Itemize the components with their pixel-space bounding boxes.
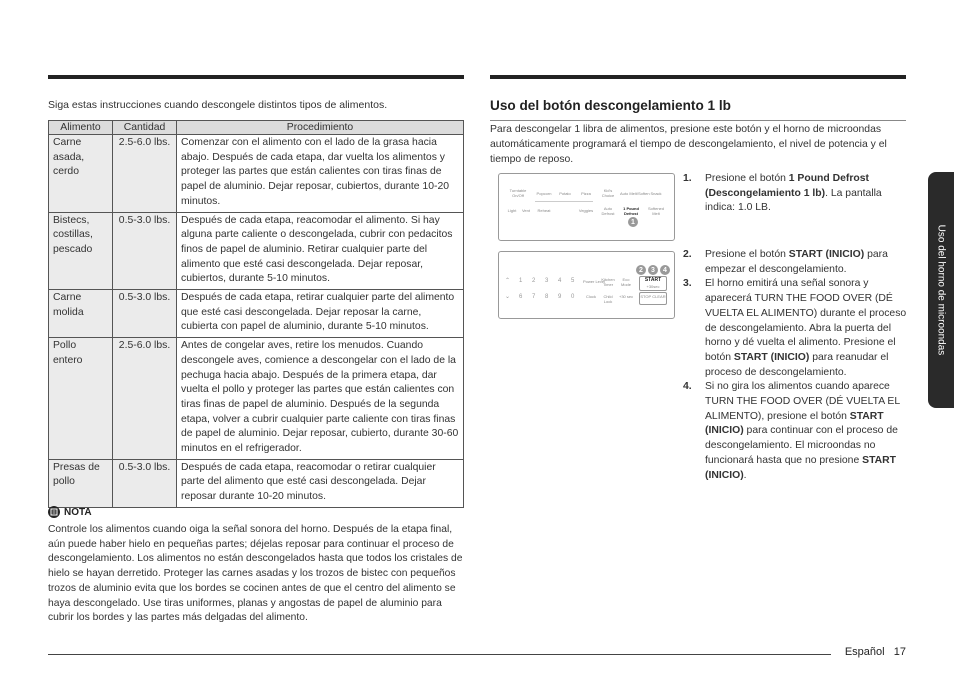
start-key-frame [639,276,667,291]
header-quantity: Cantidad [113,121,177,135]
footer [845,646,906,658]
step-number: 4. [683,381,692,393]
step-item [683,248,907,277]
panel-label: Veggies [578,208,594,213]
panel-label: Reheat [537,208,551,213]
food-cell: Pollo entero [49,338,113,460]
side-tab [928,172,954,408]
start-key-label: START [644,277,662,283]
chevron-down-icon: ⌄ [505,294,511,300]
top-rule-left [48,75,464,79]
step-badge: 1 [628,217,638,227]
panel-label: Kitchen Timer [601,277,615,287]
procedure-cell: Antes de congelar aves, retire los menudos. Cuando descongele aves, comience a descongelar con el lado de la pechuga hacia abajo. Después de la primera etapa, dar vuelta el pollo y proteger las partes que están calientes con tiras finas de papel de aluminio. Después de la segunda etapa, volver a cubrir cualquier parte caliente con tiras finas de papel de aluminio. Dejar reposar, cubierto, durante 30-60 minutos en el refrigerador. [177,338,464,460]
procedure-cell: Después de cada etapa, reacomodar el alimento. Si hay alguna parte caliente o descongelada, cubrir con pedacitos finos de papel de aluminio. Retirar cualquier parte del alimento que esté casi descongelada. Dejar reposar, cubiertos, durante 5-10 minutos. [177,212,464,290]
step-item [683,172,907,216]
step-text: Si no gira los alimentos cuando aparece TURN THE FOOD OVER (DÉ VUELTA EL ALIMENTO), presione el botón START (INICIO) para continuar con el proceso de descongelamiento. El microondas no funcionará hasta que no presione START (INICIO). [705,381,900,481]
keypad-key: 7 [532,294,536,300]
note-text: Controle los alimentos cuando oiga la señal sonora del horno. Después de la etapa final, aún puede haber hielo en pequeñas partes; déjelas reposar para continuar el proceso de descongelamiento. Los alimentos no están descongelados hasta que todos los cristales de hielo se hayan derretido. Proteger las carnes asadas y los trozos de bistec con pequeños trozos de aluminio evita que los bordes se cocinen antes de que el centro del alimento se haya descongelado. Use tiras uniformes, planas y angostas de papel de aluminio para cubrir los bordes y las partes más delgadas del alimento. [48,524,463,624]
step-text: El horno emitirá una señal sonora y aparecerá TURN THE FOOD OVER (DÉ VUELTA EL ALIMENTO) durante el proceso de descongelamiento. Abra la puerta del horno y dé vuelta el alimento. Presione el botón START (INICIO) para reanudar el proceso de descongelamiento. [705,278,907,378]
panel-label: Auto Defrost [601,206,615,216]
procedure-cell: Después de cada etapa, retirar cualquier parte del alimento que esté casi descongelada. Dejar reposar la carne, cubierta con papel de aluminio, durante 5-10 minutos. [177,290,464,338]
procedure-cell: Comenzar con el alimento con el lado de la grasa hacia abajo. Después de cada etapa, dar vuelta los alimentos y proteger las partes que están calientes con tiras finas de papel de aluminio. Dejar reposar, cubiertos, durante 10-20 minutos. [177,135,464,213]
panel-label: Power Level [583,279,606,284]
footer-rule [48,654,831,655]
control-panel-illustration-1 [498,173,675,241]
panel-label: Light [507,208,517,213]
side-tab-label: Uso del horno de microondas [935,224,947,356]
table-header-row [49,121,464,135]
stop-key-frame [639,292,667,305]
step-badge: 4 [660,265,670,275]
panel-label: 1 Pound Defrost [623,206,639,216]
step-number: 3. [683,278,692,290]
panel-label: Snack [650,191,662,196]
table-row [49,338,464,460]
food-cell: Carne asada, cerdo [49,135,113,213]
step-number: 1. [683,173,692,184]
panel-label: Child Lock [603,294,613,304]
food-cell: Bistecs, costillas, pescado [49,212,113,290]
section-rule [490,120,906,121]
panel-label: +30 sec [619,294,634,299]
defrost-table [48,120,464,508]
panel-label: Softened Melt [647,206,664,216]
top-rule-right [490,75,906,79]
food-cell: Presas de pollo [49,459,113,507]
quantity-cell: 0.5-3.0 lbs. [113,212,177,290]
keypad-key: 1 [519,278,523,284]
keypad-key: 5 [571,278,575,284]
footer-language: Español [844,646,885,658]
header-food: Alimento [49,121,113,135]
panel-label: Turntable On/Off [509,188,527,198]
panel-label: Potato [559,191,571,196]
panel-label: Vent [521,208,530,213]
steps-2-4-block [683,248,907,483]
keypad-key: 9 [558,294,562,300]
quantity-cell: 2.5-6.0 lbs. [113,135,177,213]
keypad-key: 2 [532,278,536,284]
food-cell: Carne molida [49,290,113,338]
control-panel-illustration-2 [498,251,675,319]
step-badge: 2 [636,265,646,275]
panel-label: Pizza [581,191,591,196]
section-title: Uso del botón descongelamiento 1 lb [490,98,731,113]
note-heading [48,506,92,518]
quantity-cell: 0.5-3.0 lbs. [113,290,177,338]
panel-label: Popcorn [536,191,552,196]
note-label: NOTA [64,506,92,518]
step-text: Presione el botón START (INICIO) para empezar el descongelamiento. [705,249,888,275]
keypad-key: 0 [571,294,575,300]
page-number: 17 [893,646,906,658]
table-row [49,135,464,213]
keypad-key: 8 [545,294,549,300]
section-intro: Para descongelar 1 libra de alimentos, presione este botón y el horno de microondas automáticamente programará el tiempo de descongelamiento, el nivel de potencia y el tiempo de reposo. [490,124,887,165]
table-row [49,212,464,290]
panel-label: Clock [585,294,596,299]
keypad-key: 4 [558,278,562,284]
step-item [683,277,907,380]
start-key-sub: +30sec [646,284,660,289]
panel-label: Eco Mode [620,277,631,287]
table-row [49,459,464,507]
table-row [49,290,464,338]
procedure-cell: Después de cada etapa, reacomodar o retirar cualquier parte del alimento que esté casi descongelada. Dejar reposar durante 10-20 minutos. [177,459,464,507]
keypad-key: 3 [545,278,549,284]
step-text: Presione el botón 1 Pound Defrost (Descongelamiento 1 lb). La pantalla indica: 1.0 LB. [705,173,882,214]
step-badge: 3 [648,265,658,275]
quantity-cell: 2.5-6.0 lbs. [113,338,177,460]
chevron-up-icon: ⌃ [505,278,511,284]
panel-divider [535,201,593,202]
step-number: 2. [683,249,692,260]
panel-label: Kid's Choice [601,188,615,198]
keypad-key: 6 [519,294,523,300]
note-icon [48,506,60,518]
intro-text: Siga estas instrucciones cuando descongele distintos tipos de alimentos. [48,99,388,111]
panel-label: Auto Melt/Soften [620,191,650,196]
step-1-block [683,172,907,216]
stop-key-label: STOP CLEAR [640,294,666,299]
header-procedure: Procedimiento [177,121,464,135]
step-item [683,380,907,483]
quantity-cell: 0.5-3.0 lbs. [113,459,177,507]
